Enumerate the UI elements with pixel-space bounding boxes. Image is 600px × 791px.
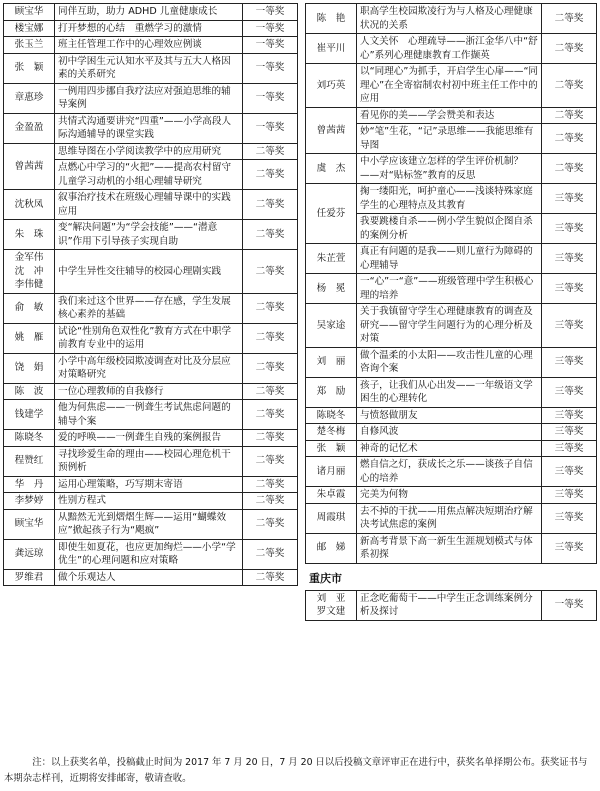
paper-title: 燃自信之灯，获成长之乐——谈孩子自信心的培养 [357, 457, 542, 487]
paper-title: 孩子，让我们从心出发——一年级语文学困生的心理转化 [357, 377, 542, 407]
author-name: 虞 杰 [306, 154, 357, 184]
award-table-left-body [4, 4, 298, 586]
author-name: 陈晓冬 [306, 407, 357, 424]
author-name: 俞 敏 [4, 293, 55, 323]
author-name: 程赞红 [4, 446, 55, 476]
table-row [4, 4, 298, 21]
award-grade: 三等奖 [542, 274, 597, 304]
author-name: 邮 娣 [306, 533, 357, 563]
table-row [4, 400, 298, 430]
author-name: 诸月丽 [306, 457, 357, 487]
award-grade: 二等奖 [243, 353, 298, 383]
paper-title: 完美为何物 [357, 487, 542, 504]
author-name: 张 颖 [4, 53, 55, 83]
paper-title: 正念吃葡萄干——中学生正念训练案例分析及探讨 [357, 590, 542, 620]
table-row [4, 53, 298, 83]
award-grade: 二等奖 [243, 143, 298, 160]
author-name: 楚冬梅 [306, 424, 357, 441]
table-row [4, 143, 298, 160]
paper-title: 试论“性别角色双性化”教育方式在中职学前教育专业中的运用 [55, 323, 243, 353]
right-column [305, 3, 597, 621]
table-row [306, 533, 597, 563]
award-grade: 二等奖 [243, 430, 298, 447]
author-name: 杨 冕 [306, 274, 357, 304]
table-row [306, 440, 597, 457]
award-grade: 二等奖 [243, 569, 298, 586]
author-name: 朱卓霞 [306, 487, 357, 504]
award-grade: 一等奖 [243, 113, 298, 143]
author-name: 郑 励 [306, 377, 357, 407]
paper-title: 初中学困生元认知水平及其与五大人格因素的关系研究 [55, 53, 243, 83]
table-row [4, 220, 298, 250]
award-grade: 二等奖 [243, 323, 298, 353]
award-grade: 一等奖 [243, 53, 298, 83]
table-row [306, 407, 597, 424]
author-name: 顾宝华 [4, 509, 55, 539]
paper-title: 与愤怒做朋友 [357, 407, 542, 424]
author-name: 刘 丽 [306, 347, 357, 377]
table-row [4, 323, 298, 353]
paper-title: 班主任管理工作中的心理效应例谈 [55, 37, 243, 54]
award-grade: 二等奖 [243, 293, 298, 323]
award-grade: 二等奖 [542, 124, 597, 154]
table-row [306, 244, 597, 274]
author-name: 饶 娟 [4, 353, 55, 383]
paper-title: 变“解决问题”为“学会技能”——“潜意识”作用下引导孩子实现自助 [55, 220, 243, 250]
table-row [4, 113, 298, 143]
paper-title: 自修风波 [357, 424, 542, 441]
award-grade: 二等奖 [243, 190, 298, 220]
table-row [4, 446, 298, 476]
paper-title: 职高学生校园欺凌行为与人格及心理健康状况的关系 [357, 4, 542, 34]
author-name: 金军伟 沈 冲 李伟健 [4, 250, 55, 294]
author-name: 华 丹 [4, 476, 55, 493]
region-label: 重庆市 [309, 571, 342, 585]
author-name: 沈秋凤 [4, 190, 55, 220]
paper-title: 思维导图在小学阅读教学中的应用研究 [55, 143, 243, 160]
author-name: 周霞琪 [306, 503, 357, 533]
award-grade: 二等奖 [243, 476, 298, 493]
award-grade: 二等奖 [243, 539, 298, 569]
award-grade: 二等奖 [243, 400, 298, 430]
table-row [306, 64, 597, 108]
table-row [4, 430, 298, 447]
award-table-right-body [306, 4, 597, 564]
award-table-right [305, 3, 597, 564]
table-row [4, 20, 298, 37]
paper-title: 去不掉的干扰——用焦点解决短期治疗解决考试焦虑的案例 [357, 503, 542, 533]
paper-title: 中小学应该建立怎样的学生评价机制？——对“贴标签”教育的反思 [357, 154, 542, 184]
award-grade: 三等奖 [542, 487, 597, 504]
author-name: 朱芷萱 [306, 244, 357, 274]
author-name: 张 颖 [306, 440, 357, 457]
paper-title: 共情式沟通要讲究“四重”——小学高段人际沟通辅导的课堂实践 [55, 113, 243, 143]
author-name: 龚远琼 [4, 539, 55, 569]
award-grade: 三等奖 [542, 244, 597, 274]
paper-title: 我要跳楼自杀——例小学生貌似企图自杀的案例分析 [357, 214, 542, 244]
paper-title: 即使生如夏花，也应更加绚烂——小学“学优生”的心理问题和应对策略 [55, 539, 243, 569]
author-name: 顾宝华 [4, 4, 55, 21]
award-grade: 二等奖 [243, 493, 298, 510]
table-row [306, 107, 597, 124]
author-name: 李梦婷 [4, 493, 55, 510]
table-row [306, 487, 597, 504]
paper-title: 他为何焦虑——一例聋生考试焦虑问题的辅导个案 [55, 400, 243, 430]
table-row [4, 37, 298, 54]
paper-title: 爱的呼唤——一例聋生自残的案例报告 [55, 430, 243, 447]
table-row [306, 304, 597, 348]
paper-title: 新高考背景下高一新生生涯规划模式与体系初探 [357, 533, 542, 563]
award-grade: 三等奖 [542, 457, 597, 487]
table-row [4, 190, 298, 220]
table-row [306, 34, 597, 64]
award-grade: 三等奖 [542, 407, 597, 424]
paper-title: 从黯然无光到熠熠生辉——运用“蝴蝶效应”掀起孩子行为“飓疯” [55, 509, 243, 539]
award-grade: 二等奖 [243, 250, 298, 294]
author-name: 刘巧英 [306, 64, 357, 108]
award-grade: 一等奖 [243, 83, 298, 113]
paper-title: 关于我镇留守学生心理健康教育的调查及研究——留守学生问题行为的心理分析及对策 [357, 304, 542, 348]
author-name: 金盈盈 [4, 113, 55, 143]
author-name: 曾茜茜 [4, 143, 55, 190]
award-grade: 三等奖 [542, 304, 597, 348]
award-grade: 一等奖 [542, 590, 597, 620]
table-row [306, 424, 597, 441]
award-grade: 三等奖 [542, 533, 597, 563]
table-row [306, 154, 597, 184]
paper-title: 真正有问题的是我——则儿童行为障碍的心理辅导 [357, 244, 542, 274]
award-grade: 三等奖 [542, 424, 597, 441]
award-grade: 二等奖 [243, 509, 298, 539]
award-grade: 三等奖 [542, 377, 597, 407]
table-row [4, 509, 298, 539]
award-grade: 二等奖 [243, 160, 298, 190]
award-grade: 一等奖 [243, 37, 298, 54]
award-grade: 二等奖 [542, 107, 597, 124]
author-name: 楼宝娜 [4, 20, 55, 37]
author-name: 姚 雁 [4, 323, 55, 353]
paper-title: 掬一缕阳光，呵护童心——浅谈特殊家庭学生的心理特点及其教育 [357, 184, 542, 214]
footnote: 注：以上获奖名单，投稿截止时间为 2017 年 7 月 20 日，7 月 20 日以后投稿文章评审正在进行中，获奖名单择期公布。获奖证书与本期杂志样刊，近期将安排邮寄，敬请查收。 [4, 757, 588, 784]
paper-title: 点燃心中学习的“火把”——提高农村留守儿童学习动机的小组心理辅导研究 [55, 160, 243, 190]
award-table-left [3, 3, 298, 586]
table-row [4, 250, 298, 294]
paper-title: 一例用四步挪自我疗法应对强迫思维的辅导案例 [55, 83, 243, 113]
paper-title: 性别方程式 [55, 493, 243, 510]
author-name: 朱 珠 [4, 220, 55, 250]
award-grade: 二等奖 [243, 446, 298, 476]
author-name: 崔平川 [306, 34, 357, 64]
table-row [306, 4, 597, 34]
table-row [4, 383, 298, 400]
award-grade: 一等奖 [243, 4, 298, 21]
paper-title: 做个温柔的小太阳——攻击性儿童的心理咨询个案 [357, 347, 542, 377]
paper-title: 打开梦想的心结 重燃学习的激情 [55, 20, 243, 37]
author-name: 刘 亚 罗文建 [306, 590, 357, 620]
paper-title: 寻找珍爱生命的理由——校园心理危机干预例析 [55, 446, 243, 476]
paper-title: 我们来过这个世界——存在感，学生发展核心素养的基础 [55, 293, 243, 323]
paper-title: 妙“笔”生花，“记”录思维——我能思维有导图 [357, 124, 542, 154]
paper-title: 神奇的记忆术 [357, 440, 542, 457]
paper-title: 人文关怀 心理疏导——浙江金华八中“舒心”系列心理健康教育工作撷英 [357, 34, 542, 64]
paper-title: 运用心理策略，巧写期末寄语 [55, 476, 243, 493]
author-name: 罗维君 [4, 569, 55, 586]
author-name: 吴家途 [306, 304, 357, 348]
paper-title: 同伴互助，助力 ADHD 儿童健康成长 [55, 4, 243, 21]
author-name: 钱建学 [4, 400, 55, 430]
award-grade: 二等奖 [542, 34, 597, 64]
table-row [4, 476, 298, 493]
table-row [4, 493, 298, 510]
award-grade: 二等奖 [243, 383, 298, 400]
author-name: 曾茜茜 [306, 107, 357, 154]
award-table-chongqing [305, 590, 597, 621]
award-grade: 二等奖 [243, 220, 298, 250]
paper-title: 看见你的美——学会赞美和表达 [357, 107, 542, 124]
award-grade: 二等奖 [542, 64, 597, 108]
table-row [306, 274, 597, 304]
award-grade: 三等奖 [542, 214, 597, 244]
left-column [3, 3, 298, 586]
table-row [4, 353, 298, 383]
paper-title: 一“心”一“意”——班级管理中学生积极心理的培养 [357, 274, 542, 304]
table-row [4, 569, 298, 586]
paper-title: 以“同理心”为抓手，开启学生心扉——“同理心”在全寄宿制农村初中班主任工作中的应用 [357, 64, 542, 108]
paper-title: 一位心理教师的自我修行 [55, 383, 243, 400]
author-name: 张玉兰 [4, 37, 55, 54]
author-name: 任爱芬 [306, 184, 357, 244]
author-name: 陈 波 [4, 383, 55, 400]
award-table-chongqing-body [306, 590, 597, 620]
table-row [306, 347, 597, 377]
paper-title: 做个乐观达人 [55, 569, 243, 586]
award-grade: 三等奖 [542, 347, 597, 377]
table-row [4, 293, 298, 323]
author-name: 章惠珍 [4, 83, 55, 113]
author-name: 陈晓冬 [4, 430, 55, 447]
award-grade: 三等奖 [542, 440, 597, 457]
table-row [306, 377, 597, 407]
award-grade: 二等奖 [542, 154, 597, 184]
table-row [306, 184, 597, 214]
table-row [306, 503, 597, 533]
award-grade: 二等奖 [542, 4, 597, 34]
table-row [4, 539, 298, 569]
table-row [306, 590, 597, 620]
table-row [306, 457, 597, 487]
paper-title: 叙事治疗技术在班级心理辅导课中的实践应用 [55, 190, 243, 220]
paper-title: 小学中高年级校园欺凌调查对比及分层应对策略研究 [55, 353, 243, 383]
award-grade: 三等奖 [542, 184, 597, 214]
author-name: 陈 艳 [306, 4, 357, 34]
paper-title: 中学生异性交往辅导的校园心理剧实践 [55, 250, 243, 294]
table-row [4, 83, 298, 113]
award-grade: 一等奖 [243, 20, 298, 37]
award-grade: 三等奖 [542, 503, 597, 533]
